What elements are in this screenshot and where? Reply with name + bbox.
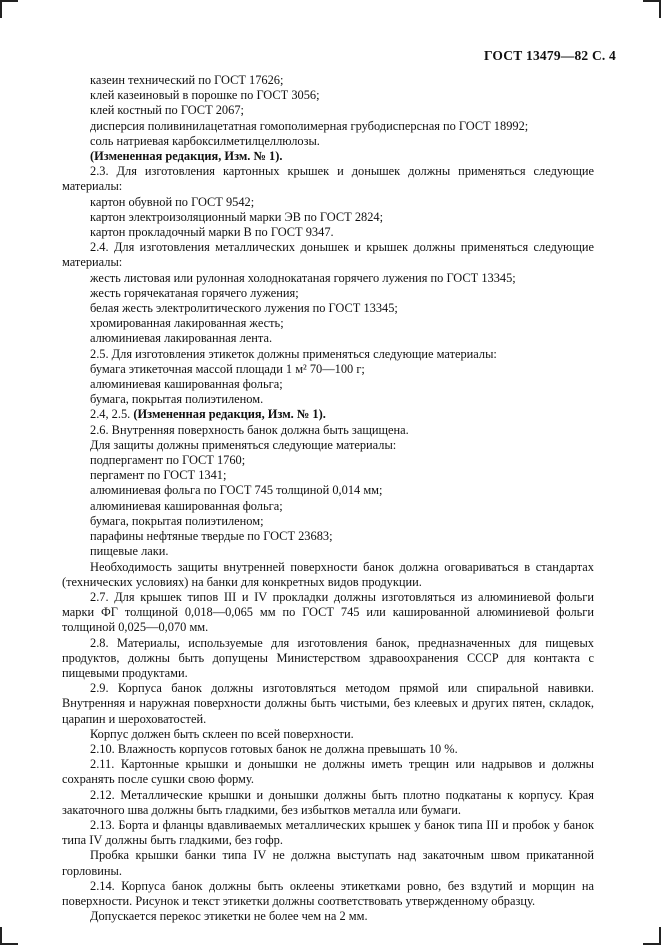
paragraph: картон электроизоляционный марки ЭВ по ГОСТ 2824; <box>90 209 384 224</box>
paragraph: клей костный по ГОСТ 2067; <box>90 103 244 118</box>
paragraph: алюминиевая лакированная лента. <box>90 331 273 346</box>
paragraph: бумага этикеточная массой площади 1 м² 70—100 г; <box>90 361 365 376</box>
paragraph: Допускается перекос этикетки не более чем на 2 мм. <box>90 909 368 924</box>
paragraph: 2.14. Корпуса банок должны быть оклеены этикетками ровно, без вздутий и морщин на поверхности. Рисунок и текст этикетки должны соответствовать утвержденному образцу. <box>62 878 594 908</box>
paragraph: казеин технический по ГОСТ 17626; <box>90 73 284 87</box>
paragraph: 2.12. Металлические крышки и донышки должны быть плотно подкатаны к корпусу. Края закаточного шва должны быть гладкими, без избытков металла или бумаги. <box>62 787 594 817</box>
paragraph: жесть горячекатаная горячего лужения; <box>90 285 299 300</box>
paragraph: алюминиевая кашированная фольга; <box>90 377 283 392</box>
paragraph: дисперсия поливинилацетатная гомополимерная грубодисперсная по ГОСТ 18992; <box>90 118 529 133</box>
paragraph: жесть листовая или рулонная холоднокатаная горячего лужения по ГОСТ 13345; <box>90 270 516 285</box>
document-body <box>62 73 594 924</box>
paragraph: Для защиты должны применяться следующие материалы: <box>90 437 397 452</box>
paragraph: 2.11. Картонные крышки и донышки не должны иметь трещин или надрывов и должны сохранять после сушки свою форму. <box>62 757 594 787</box>
paragraph: 2.7. Для крышек типов III и IV прокладки должны изготовляться из алюминиевой фольги марки ФГ толщиной 0,018—0,065 мм по ГОСТ 745 или кашированной алюминиевой фольги толщиной 0,025—0,070 мм. <box>62 589 594 635</box>
paragraph: клей казеиновый в порошке по ГОСТ 3056; <box>90 88 320 103</box>
paragraph: 2.4. Для изготовления металлических донышек и крышек должны применяться следующие материалы: <box>62 240 594 270</box>
paragraph: 2.8. Материалы, используемые для изготовления банок, предназначенных для пищевых продуктов, должны быть допущены Министерством здравоохранения СССР для контакта с пищевыми продуктами. <box>62 635 594 680</box>
crop-mark <box>0 0 18 2</box>
amendment-note: (Измененная редакция, Изм. № 1). <box>90 149 283 164</box>
crop-mark <box>643 0 661 2</box>
paragraph: белая жесть электролитического лужения по ГОСТ 13345; <box>90 301 398 316</box>
paragraph: бумага, покрытая полиэтиленом. <box>90 392 264 407</box>
paragraph: бумага, покрытая полиэтиленом; <box>90 513 264 528</box>
paragraph: Необходимость защиты внутренней поверхности банок должна оговариваться в стандартах (технических условиях) на банки для конкретных видов продукции. <box>62 559 594 589</box>
crop-mark <box>0 0 2 18</box>
paragraph: 2.9. Корпуса банок должны изготовляться методом прямой или спиральной навивки. Внутренняя и наружная поверхности должны быть чистыми, без клеевых и других пятен, складок, царапин и шероховатостей. <box>62 681 594 726</box>
paragraph: подпергамент по ГОСТ 1760; <box>90 453 246 468</box>
paragraph: картон прокладочный марки В по ГОСТ 9347. <box>90 225 334 240</box>
paragraph: парафины нефтяные твердые по ГОСТ 23683; <box>90 529 333 544</box>
paragraph: 2.10. Влажность корпусов готовых банок не должна превышать 10 %. <box>90 741 458 756</box>
paragraph: соль натриевая карбоксилметилцеллюлозы. <box>90 133 320 148</box>
amendment-note <box>62 407 594 422</box>
paragraph: Пробка крышки банки типа IV не должна выступать над закаточным швом прикатанной горловины. <box>62 848 594 878</box>
paragraph: 2.6. Внутренняя поверхность банок должна быть защищена. <box>90 422 409 437</box>
paragraph: 2.3. Для изготовления картонных крышек и донышек должны применяться следующие материалы: <box>62 164 594 194</box>
paragraph: пергамент по ГОСТ 1341; <box>90 468 227 483</box>
amendment-bold: (Измененная редакция, Изм. № 1). <box>133 407 326 422</box>
paragraph: 2.13. Борта и фланцы вдавливаемых металлических крышек у банок типа III и пробок у банок типа IV должны быть гладкими, без гофр. <box>62 817 594 848</box>
paragraph: пищевые лаки. <box>90 544 169 559</box>
page-header: ГОСТ 13479—82 С. 4 <box>483 48 616 63</box>
paragraph: картон обувной по ГОСТ 9542; <box>90 194 255 209</box>
amendment-prefix: 2.4, 2.5. <box>90 407 134 422</box>
paragraph: 2.5. Для изготовления этикеток должны применяться следующие материалы: <box>90 346 497 361</box>
paragraph: алюминиевая фольга по ГОСТ 745 толщиной 0,014 мм; <box>90 483 383 498</box>
paragraph: Корпус должен быть склеен по всей поверхности. <box>90 726 354 741</box>
paragraph: алюминиевая кашированная фольга; <box>90 498 283 513</box>
paragraph: хромированная лакированная жесть; <box>90 316 284 331</box>
